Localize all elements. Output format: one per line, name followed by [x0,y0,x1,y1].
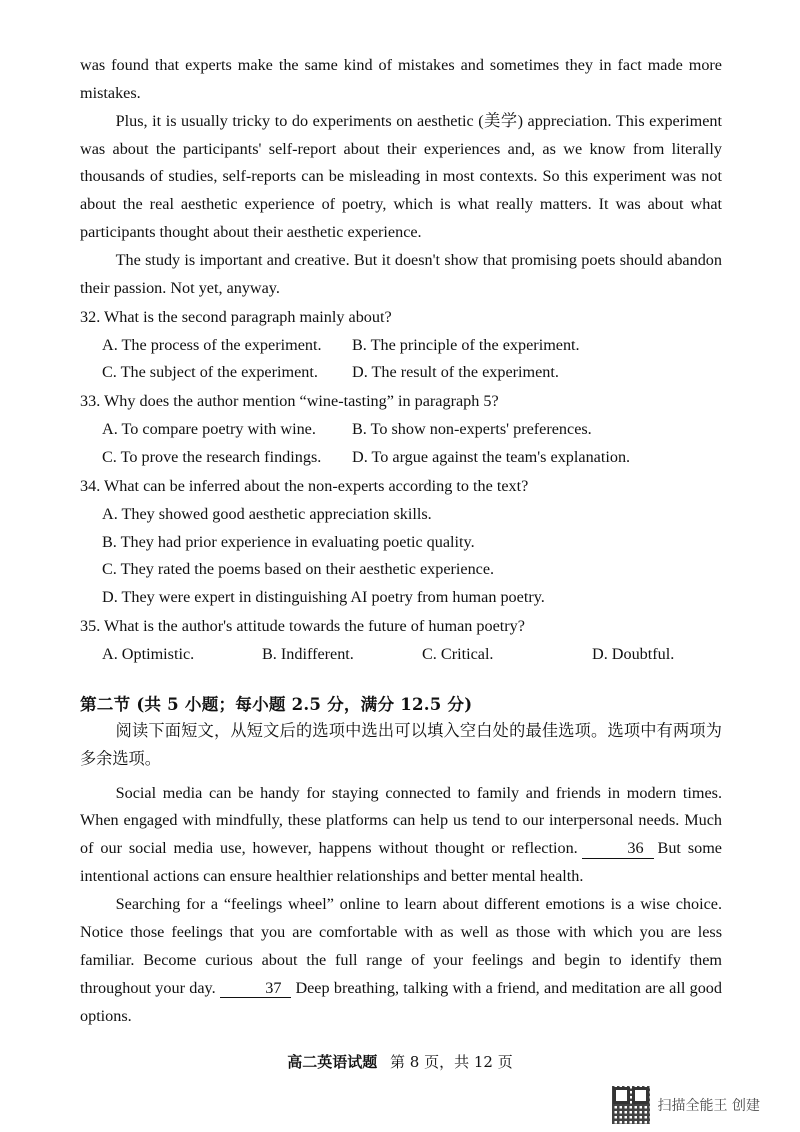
question-32-options-row-2 [80,359,722,387]
option-33-c[interactable]: C. To prove the research findings. [102,448,322,467]
cloze-blank-36[interactable]: 36 [582,840,654,859]
option-35-d[interactable]: D. Doubtful. [592,645,675,664]
paragraph-continuation: was found that experts make the same kind of mistakes and sometimes they in fact made more mistakes. [80,56,722,102]
option-32-a[interactable]: A. The process of the experiment. [102,335,322,354]
page-footer [0,1051,800,1072]
question-34-option-b[interactable]: B. They had prior experience in evaluating poetic quality. [102,532,475,551]
cloze-1-before: Social media can be handy for staying connected to family and friends in modern times. When engaged with mindfully, these platforms can help us tend to our interpersonal needs. Much of our social media use, however, happens without thought or reflection. [80,783,722,858]
option-33-d[interactable]: D. To argue against the team's explanation. [352,448,631,467]
question-33-stem: 33. Why does the author mention “wine-tasting” in paragraph 5? [80,392,499,411]
option-35-c[interactable]: C. Critical. [422,645,494,664]
question-34-option-d[interactable]: D. They were expert in distinguishing AI poetry from human poetry. [102,588,545,607]
cloze-2-before: Searching for a “feelings wheel” online to learn about different emotions is a wise choice. Notice those feelings that you are comfortable with as well as those with which you are less familiar. Become curious about the full range of your feelings and begin to identify them throughout your day. [80,895,722,997]
question-32-stem: 32. What is the second paragraph mainly about? [80,307,392,326]
cloze-1-after: But some intentional actions can ensure healthier relationships and better mental health. [80,839,722,886]
question-34 [80,473,722,612]
footer-page-label: 第 8 页，共 12 页 [390,1053,513,1071]
qr-code-icon [612,1086,650,1124]
option-33-a[interactable]: A. To compare poetry with wine. [102,420,316,439]
cloze-paragraph-2 [80,891,722,1030]
question-33-options-row-1 [80,416,722,444]
paragraph-study: The study is important and creative. But it doesn't show that promising poets should abandon their passion. Not yet, anyway. [80,251,722,297]
option-35-a[interactable]: A. Optimistic. [102,645,195,664]
question-33 [80,388,722,472]
watermark [612,1086,760,1124]
question-32-options-row-1 [80,332,722,360]
question-34-stem: 34. What can be inferred about the non-experts according to the text? [80,476,529,495]
cloze-blank-37[interactable]: 37 [220,980,292,999]
option-32-c[interactable]: C. The subject of the experiment. [102,363,318,382]
question-32 [80,304,722,388]
question-35-options-row [80,641,722,669]
question-34-option-c[interactable]: C. They rated the poems based on their aesthetic experience. [102,560,495,579]
paragraph-plus: Plus, it is usually tricky to do experiments on aesthetic (美学) appreciation. This experiment was about the participants' self-report about their experiences and, as we know from literally thousands of studies, self-reports can be misleading in most contexts. So this experiment was not about the real aesthetic experience of poetry, which is what really matters. It was about what participants thought about their aesthetic experience. [80,111,722,242]
cloze-2-after: Deep breathing, talking with a friend, and meditation are all good options. [80,978,722,1025]
option-32-b[interactable]: B. The principle of the experiment. [352,335,580,354]
question-33-options-row-2 [80,444,722,472]
section-instruction: 阅读下面短文，从短文后的选项中选出可以填入空白处的最佳选项。选项中有两项为多余选项。 [80,720,722,768]
question-35 [80,613,722,669]
watermark-label: 扫描全能王 创建 [657,1098,760,1114]
question-35-stem: 35. What is the author's attitude towards the future of human poetry? [80,617,525,636]
option-32-d[interactable]: D. The result of the experiment. [352,363,559,382]
footer-title: 高二英语试题 [287,1053,378,1071]
question-34-option-a[interactable]: A. They showed good aesthetic appreciation skills. [102,504,432,523]
section-heading: 第二节 (共 5 小题；每小题 2.5 分，满分 12.5 分) [80,693,473,714]
cloze-paragraph-1 [80,780,722,891]
option-35-b[interactable]: B. Indifferent. [262,645,354,664]
option-33-b[interactable]: B. To show non-experts' preferences. [352,420,592,439]
